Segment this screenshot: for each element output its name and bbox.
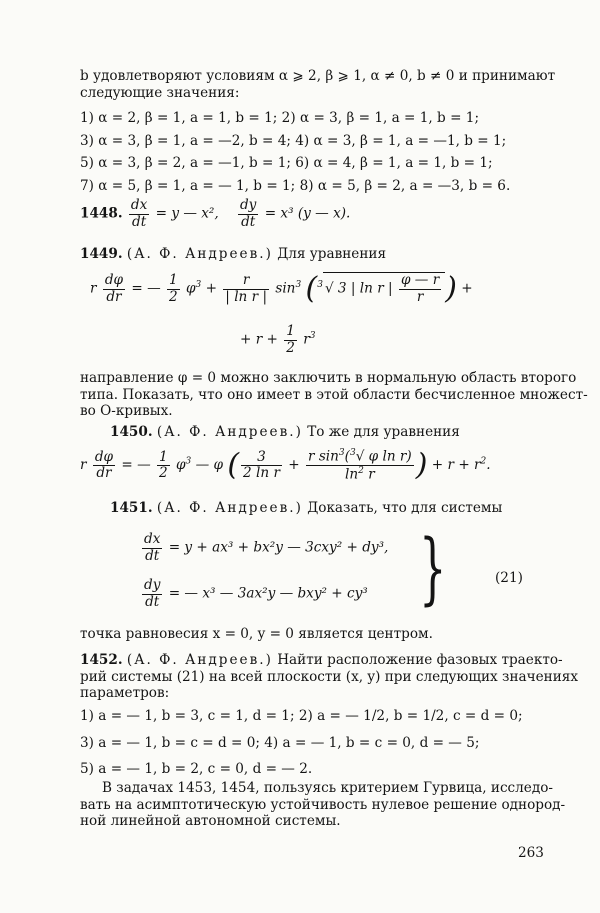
equation-rhs: = x³ (y — x). xyxy=(264,205,351,222)
problem-author: (А. Ф. Андреев.) xyxy=(156,500,303,516)
problem-lead: Доказать, что для системы xyxy=(307,500,503,516)
text-line: направление φ = 0 можно заключить в нормальную область второго xyxy=(80,370,577,386)
text-line: параметров: xyxy=(80,685,170,702)
fraction-dx-dt: $\frac{dx}{dt}$ xyxy=(130,197,148,230)
equation-rhs: = y + ax³ + bx²y — 3cxy² + dy³, xyxy=(168,539,389,556)
case-line: 1) a = — 1, b = 3, c = 1, d = 1; 2) a = — 1/2, b = 1/2, c = d = 0; xyxy=(80,708,523,724)
text-line: ной линейной автономной системы. xyxy=(80,813,341,830)
equation-1449-line2: + r + $\frac{1}{2}$ $r^3$ xyxy=(240,323,316,356)
intro-text xyxy=(80,68,556,101)
case-line: 5) a = — 1, b = 2, c = 0, d = — 2. xyxy=(80,761,313,778)
system-equation-2: $\frac{dy}{dt}$ = — x³ — 3ax²y — bxy² + cy³ xyxy=(144,577,368,610)
case-line: 5) α = 3, β = 2, a = —1, b = 1; 6) α = 4, β = 1, a = 1, b = 1; xyxy=(80,155,493,172)
equation-label: (21) xyxy=(495,570,523,586)
equation-rhs: = — x³ — 3ax²y — bxy² + cy³ xyxy=(168,585,368,602)
problem-number: 1451. xyxy=(110,500,153,516)
problem-1452 xyxy=(80,652,579,702)
text-line: типа. Показать, что оно имеет в этой области бесчисленное множест- xyxy=(80,386,588,403)
problem-author: (А. Ф. Андреев.) xyxy=(156,424,303,440)
equation-rhs: = y — x², xyxy=(155,205,219,222)
intro-line: b удовлетворяют условиям α ⩾ 2, β ⩾ 1, α ≠ 0, b ≠ 0 и принимают xyxy=(80,68,556,84)
problem-author: (А. Ф. Андреев.) xyxy=(126,652,273,668)
fraction-dy-dt: $\frac{dy}{dt}$ xyxy=(239,197,257,230)
case-line: 1) α = 2, β = 1, a = 1, b = 1; 2) α = 3, β = 1, a = 1, b = 1; xyxy=(80,110,480,126)
problem-lead: То же для уравнения xyxy=(307,424,460,440)
case-line: 7) α = 5, β = 1, a = — 1, b = 1; 8) α = 5, β = 2, a = —3, b = 6. xyxy=(80,177,511,194)
problem-1451-conclusion: точка равновесия x = 0, y = 0 является центром. xyxy=(80,626,433,642)
text-line: В задачах 1453, 1454, пользуясь критерием Гурвица, исследо- xyxy=(102,780,554,796)
text-line: во О-кривых. xyxy=(80,403,173,420)
problem-1449-text xyxy=(80,370,588,420)
problem-number: 1448. xyxy=(80,205,123,222)
text-line: рий системы (21) на всей плоскости (x, y) при следующих значениях xyxy=(80,668,579,685)
intro-line: следующие значения: xyxy=(80,84,240,101)
equation-1449-line1: r $\frac{d\varphi}{dr}$ = — $\frac{1}{2}$ $\varphi^3$ + $\frac{r}{\text{| ln r |}}$ $\sin^3 (^3$ √ 3 | ln r | $\frac{\varphi — r}{r}$ ) + xyxy=(90,271,473,307)
right-brace: } xyxy=(419,524,447,614)
problem-lead: Для уравнения xyxy=(277,246,387,262)
problem-1448 xyxy=(80,198,350,230)
problem-number: 1449. xyxy=(80,246,123,262)
problem-author: (А. Ф. Андреев.) xyxy=(126,246,273,262)
problem-1449-header xyxy=(80,246,386,263)
final-paragraph xyxy=(80,780,566,830)
system-equation-1: $\frac{dx}{dt}$ = y + ax³ + bx²y — 3cxy² + dy³, xyxy=(144,531,389,564)
equation-1450: r $\frac{d\varphi}{dr}$ = — $\frac{1}{2}$ $\varphi^3$ — φ ( $\frac{3}{\text{2 ln r}}$ + $\frac{r \sin^3(^3√ \varphi \ln r)}{\ln^2 r}$ ) + $r + r^2$. xyxy=(80,447,491,483)
page-number: 263 xyxy=(518,845,544,861)
problem-number: 1452. xyxy=(80,652,123,668)
case-line: 3) α = 3, β = 1, a = —2, b = 4; 4) α = 3, β = 1, a = —1, b = 1; xyxy=(80,132,507,149)
cases-1452 xyxy=(80,708,523,778)
problem-number: 1450. xyxy=(110,424,153,440)
equation-part: + r + xyxy=(240,331,278,348)
text-line: вать на асимптотическую устойчивость нулевое решение однород- xyxy=(80,796,566,813)
problem-1450-header xyxy=(110,424,460,441)
problem-1451-header xyxy=(110,500,502,517)
case-line: 3) a = — 1, b = c = d = 0; 4) a = — 1, b = c = 0, d = — 5; xyxy=(80,734,480,751)
cases-list xyxy=(80,110,510,194)
text-line: Найти расположение фазовых траекто- xyxy=(277,652,563,668)
